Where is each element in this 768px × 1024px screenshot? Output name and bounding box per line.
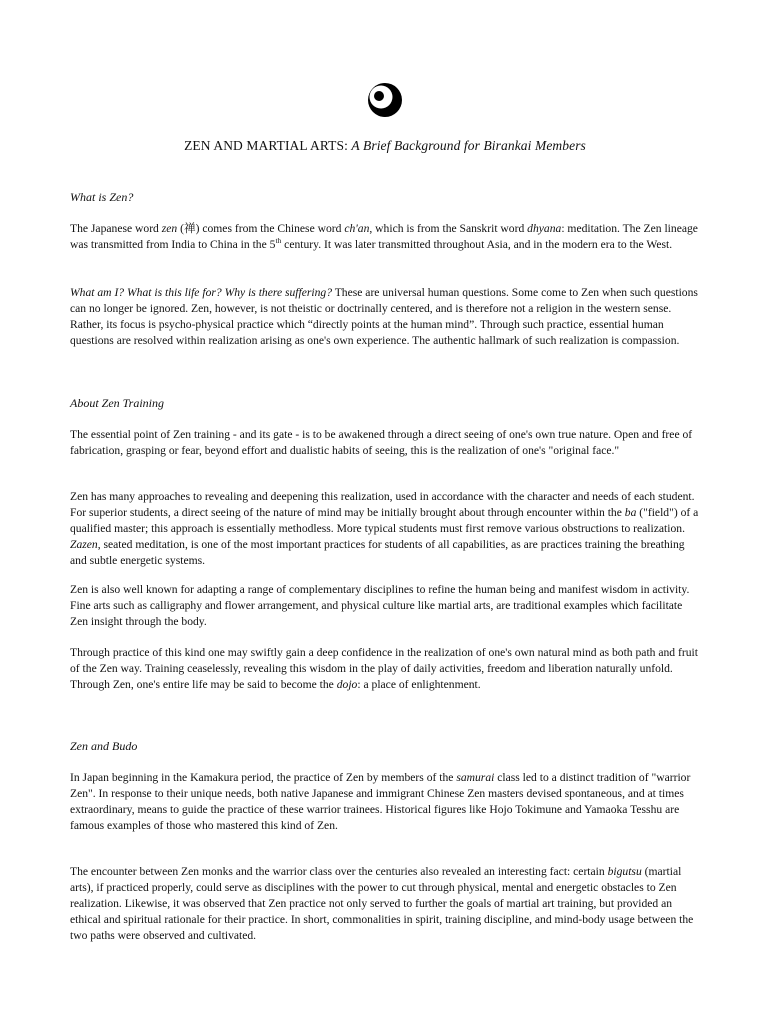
text-span: Zen has many approaches to revealing and deepening this realization, used in accordance with the character and needs of each student. For superior students, a direct seeing of the nature of mind may be initially brought about through encounter within the	[70, 490, 695, 519]
text-span: These are universal human questions. Some come to Zen when such questions can no longer be ignored. Zen, however, is not theistic or doctrinally centered, and is therefore not a religion in the western sense. Rather, its focus is psycho-physical practice which “directly points at the human mind”. Through such practice, essential human questions are resolved within realization arising as one's own experience. The authentic hallmark of such realization is compassion.	[70, 286, 698, 347]
text-span: In Japan beginning in the Kamakura period, the practice of Zen by members of the	[70, 771, 457, 784]
paragraph-what-is-zen-2	[70, 285, 700, 349]
term-dhyana: dhyana	[527, 222, 562, 235]
paragraph-training-1: The essential point of Zen training - and its gate - is to be awakened through a direct seeing of one's own true nature. Open and free of fabrication, grasping or fear, beyond effort and dualistic habits of seeing, this is the realization of one's "original face."	[70, 428, 693, 457]
kanji-zen: (禅)	[177, 222, 203, 235]
heading-zen-and-budo: Zen and Budo	[70, 739, 138, 753]
document-title	[70, 138, 700, 154]
heading-what-is-zen: What is Zen?	[70, 190, 134, 204]
text-span: ("field") of a qualified master; this approach is essentially methodless. More typical students must first remove various obstructions to realization.	[70, 505, 699, 535]
text-span: The Japanese word	[70, 222, 162, 235]
heading-about-zen-training: About Zen Training	[70, 396, 165, 410]
title-main: ZEN AND MARTIAL ARTS:	[184, 138, 352, 153]
text-span: The encounter between Zen monks and the warrior class over the centuries also revealed an interesting fact: certain	[70, 865, 608, 878]
paragraph-what-is-zen-1	[70, 221, 700, 253]
ordinal-superscript: th	[275, 236, 282, 246]
text-span: , seated meditation, is one of the most important practices for students of all capabilities, as are practices training the breathing and subtle energetic systems.	[70, 537, 685, 567]
paragraph-budo-2	[70, 864, 700, 944]
text-span: (martial arts), if practiced properly, could serve as disciplines with the power to cut through physical, mental and energetic obstacles to Zen realization. Likewise, it was observed that Zen practice not only served to further the goals of martial art training, but provided an ethical and spiritual rationale for their practice. In short, commonalities in spirit, training discipline, and mind-body usage between the two paths were observed and cultivated.	[70, 865, 694, 942]
term-dojo: dojo	[336, 677, 358, 691]
text-span: class led to a distinct tradition of "warrior Zen". In response to their unique needs, both native Japanese and immigrant Chinese Zen masters devised spontaneous, and at times extraordinary, means to guide the practice of these warrior trainees. Historical figures like Hojo Tokimune and Yamaoka Tesshu are famous examples of those who mastered this kind of Zen.	[70, 771, 691, 832]
enso-circle-icon	[361, 80, 409, 120]
paragraph-training-2	[70, 489, 700, 569]
title-subtitle: A Brief Background for Birankai Members	[351, 138, 586, 153]
paragraph-training-4	[70, 645, 700, 693]
term-zazen: Zazen	[70, 537, 98, 551]
text-span: Through practice of this kind one may swiftly gain a deep confidence in the realization of one's own natural mind as both path and fruit of the Zen way. Training ceaselessly, revealing this wisdom in the play of daily activities, freedom and liberation naturally unfold. Through Zen, one's entire life may be said to become the	[70, 646, 698, 691]
questions-italic: What am I? What is this life for? Why is there suffering?	[70, 286, 333, 299]
text-span: comes from the Chinese word	[202, 222, 345, 235]
text-span: , which is from the Sanskrit word	[369, 222, 528, 235]
text-span: : a place of enlightenment.	[357, 677, 481, 691]
paragraph-training-3: Zen is also well known for adapting a range of complementary disciplines to refine the human being and manifest wisdom in activity. Fine arts such as calligraphy and flower arrangement, and physical culture like martial arts, are traditional examples which facilitate Zen insight through the body.	[70, 583, 690, 628]
term-samurai: samurai	[456, 771, 495, 784]
text-span: : meditation. The Zen lineage was transmitted from India to China in the 5	[70, 222, 698, 251]
term-bigutsu: bigutsu	[607, 865, 642, 878]
term-zen: zen	[161, 222, 178, 235]
paragraph-budo-1	[70, 770, 700, 834]
term-ba: ba	[624, 505, 637, 519]
term-chan: ch'an	[344, 222, 370, 235]
text-span: century. It was later transmitted throughout Asia, and in the modern era to the West.	[281, 237, 673, 251]
